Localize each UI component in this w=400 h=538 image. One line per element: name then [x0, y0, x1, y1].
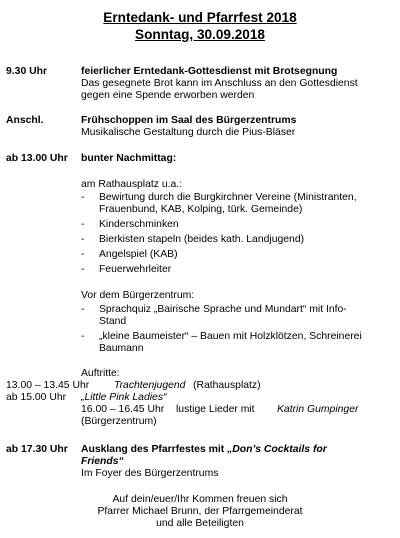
- closing-heading-name: „Don’s Cocktails for: [227, 444, 327, 455]
- performer-name: „Little Pink Ladies“: [81, 392, 167, 403]
- auftritte-label: Auftritte:: [81, 368, 120, 379]
- bullet-dash: -: [81, 304, 85, 315]
- bullet-dash: -: [81, 249, 85, 260]
- closing-place: Im Foyer des Bürgerzentrums: [81, 468, 219, 479]
- list-item: Stand: [99, 316, 127, 327]
- list-item: Kinderschminken: [99, 219, 179, 230]
- list-item: Angelspiel (KAB): [99, 249, 178, 260]
- performance-time: 16.00 – 16.45 Uhr: [81, 404, 165, 415]
- bullet-dash: -: [81, 219, 85, 230]
- bullet-dash: -: [81, 264, 85, 275]
- performer-name: Trachtenjugend: [114, 380, 186, 391]
- bullet-dash: -: [81, 331, 85, 342]
- footer-line: Auf dein/euer/Ihr Kommen freuen sich: [112, 494, 288, 505]
- event-time: ab 17.30 Uhr: [6, 444, 68, 455]
- event-time: Anschl.: [6, 115, 44, 126]
- event-line: Das gesegnete Brot kann im Anschluss an den Gottesdienst: [81, 78, 358, 89]
- performer-name: Katrin Gumpinger: [277, 404, 359, 415]
- bullet-dash: -: [81, 234, 85, 245]
- list-item: „kleine Baumeister“ – Bauen mit Holzklötzen, Schreinerei: [99, 331, 362, 342]
- performance-time: 13.00 – 13.45 Uhr: [6, 380, 90, 391]
- closing-heading: [81, 444, 327, 456]
- section-intro: am Rathausplatz u.a.:: [81, 179, 183, 190]
- performance-place: (Rathausplatz): [193, 380, 261, 391]
- footer-line: Pfarrer Michael Brunn, der Pfarrgemeinderat: [97, 506, 303, 517]
- list-item: Bierkisten stapeln (beides kath. Landjugend): [99, 234, 305, 245]
- event-heading: Frühschoppen im Saal des Bürgerzentrums: [81, 115, 297, 126]
- list-item: Bewirtung durch die Burgkirchner Vereine (Ministranten,: [99, 192, 357, 203]
- list-item: Frauenbund, KAB, Kolping, türk. Gemeinde): [99, 204, 303, 215]
- list-item: Sprachquiz „Bairische Sprache und Mundart“ mit Info-: [99, 304, 347, 315]
- event-heading: feierlicher Erntedank-Gottesdienst mit Brotsegnung: [81, 66, 338, 77]
- list-item: Baumann: [99, 343, 144, 354]
- event-heading: bunter Nachmittag:: [81, 153, 177, 164]
- event-line: gegen eine Spende erworben werden: [81, 90, 255, 101]
- section-intro: Vor dem Bürgerzentrum:: [81, 290, 195, 301]
- closing-heading-text: Ausklang des Pfarrfestes mit: [81, 444, 228, 455]
- list-item: Feuerwehrleiter: [99, 264, 172, 275]
- footer-line: und alle Beteiligten: [156, 518, 244, 529]
- performance-text: lustige Lieder mit: [176, 404, 255, 415]
- bullet-dash: -: [81, 192, 85, 203]
- event-time: ab 13.00 Uhr: [6, 153, 68, 164]
- event-line: Musikalische Gestaltung durch die Pius-Bläser: [81, 127, 296, 138]
- page-title: Erntedank- und Pfarrfest 2018: [103, 10, 297, 25]
- performance-place: (Bürgerzentrum): [81, 416, 157, 427]
- event-time: 9.30 Uhr: [6, 66, 48, 77]
- performance-time: ab 15.00 Uhr: [6, 392, 67, 403]
- page-date: Sonntag, 30.09.2018: [135, 27, 265, 42]
- closing-heading-name-cont: Friends“: [81, 456, 124, 467]
